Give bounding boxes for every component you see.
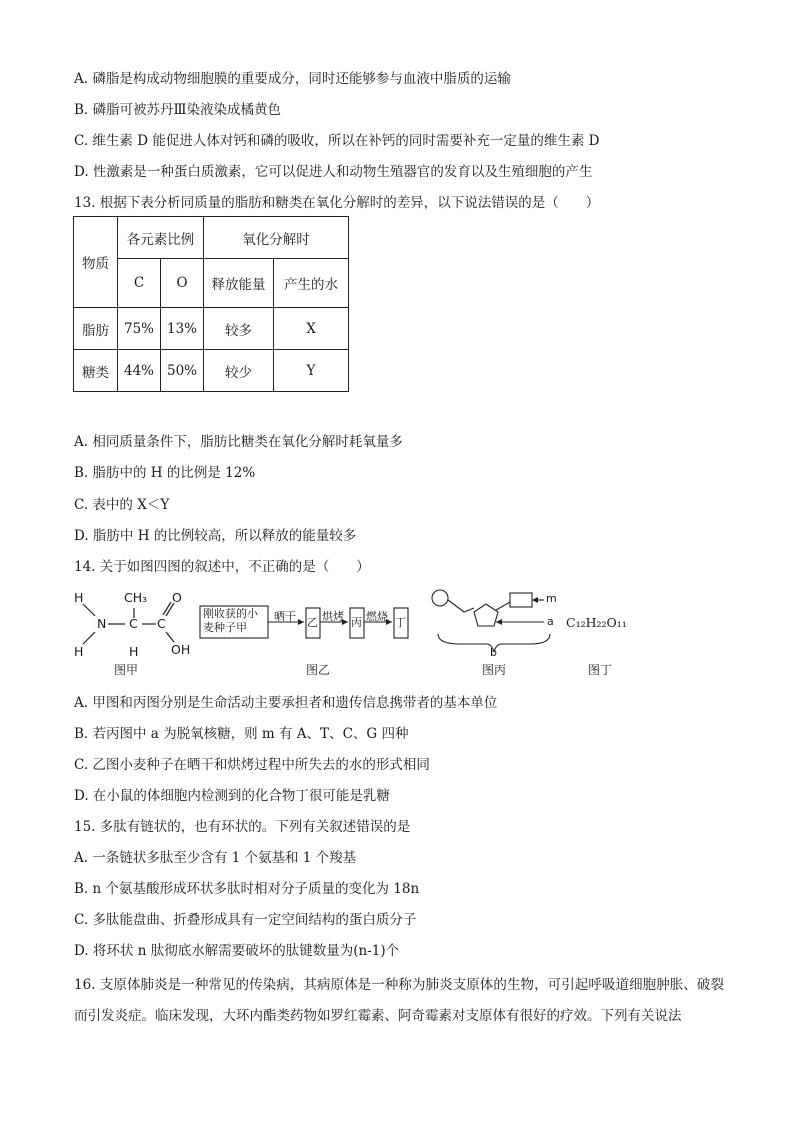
- q15-option-b: B. n 个氨基酸形成环状多肽时相对分子质量的变化为 18n: [74, 881, 420, 897]
- caption-jia: 图甲: [114, 663, 139, 677]
- q15-stem: 15. 多肽有链状的，也有环状的。下列有关叙述错误的是: [74, 819, 411, 835]
- q14-figures: [70, 588, 730, 683]
- table-row: [74, 350, 349, 392]
- caption-bing: 图丙: [482, 663, 507, 677]
- q12-option-b: B. 磷脂可被苏丹Ⅲ染液染成橘黄色: [74, 102, 282, 118]
- atom-h3: H: [129, 644, 139, 659]
- q13-table: [73, 216, 349, 392]
- atom-h2: H: [74, 644, 84, 659]
- arrow-label-burn: 燃烧: [366, 610, 388, 623]
- table-header-c: C: [118, 259, 161, 308]
- box-yi: 乙: [307, 616, 318, 629]
- group-oh: OH: [171, 642, 191, 657]
- table-cell-c: 44%: [118, 350, 161, 392]
- table-header-ratio: 各元素比例: [118, 217, 204, 259]
- q12-option-d: D. 性激素是一种蛋白质激素，它可以促进人和动物生殖器官的发育以及生殖细胞的产生: [74, 164, 593, 180]
- caption-ding: 图丁: [588, 663, 613, 677]
- table-cell-c: 75%: [118, 308, 161, 350]
- arrow-label-dry: 晒干: [274, 610, 296, 623]
- box-seed-line2: 麦种子甲: [203, 621, 247, 634]
- atom-n: N: [97, 616, 107, 631]
- q13-option-b: B. 脂肪中的 H 的比例是 12%: [74, 465, 256, 481]
- q14-option-a: A. 甲图和丙图分别是生命活动主要承担者和遗传信息携带者的基本单位: [74, 695, 498, 711]
- table-cell-o: 50%: [161, 350, 204, 392]
- table-header-o: O: [161, 259, 204, 308]
- q12-option-a: A. 磷脂是构成动物细胞膜的重要成分，同时还能够参与血液中脂质的运输: [74, 71, 511, 87]
- q14-stem: 14. 关于如图四图的叙述中，不正确的是（ ）: [74, 559, 370, 575]
- table-header-water: 产生的水: [274, 259, 349, 308]
- atom-o: O: [172, 590, 182, 605]
- table-row: [74, 308, 349, 350]
- caption-yi: 图乙: [306, 663, 331, 677]
- q13-stem: 13. 根据下表分析同质量的脂肪和糖类在氧化分解时的差异，以下说法错误的是（ ）: [74, 195, 600, 211]
- label-m: m: [546, 592, 557, 605]
- label-b: b: [490, 646, 497, 659]
- q15-option-c: C. 多肽能盘曲、折叠形成具有一定空间结构的蛋白质分子: [74, 912, 417, 928]
- table-cell-name: 脂肪: [74, 308, 118, 350]
- table-header-energy: 释放能量: [204, 259, 274, 308]
- q12-option-c: C. 维生素 D 能促进人体对钙和磷的吸收，所以在补钙的同时需要补充一定量的维生素 D: [74, 133, 600, 149]
- q16-stem: 16. 支原体肺炎是一种常见的传染病，其病原体是一种称为肺炎支原体的生物，可引起呼吸道细胞肿胀、破裂而引发炎症。临床发现，大环内酯类药物如罗红霉素、阿奇霉素对支原体有很好的疗效。下列有关说法: [74, 977, 724, 1024]
- table-cell-o: 13%: [161, 308, 204, 350]
- group-ch3: CH₃: [124, 590, 148, 605]
- atom-c2: C: [157, 616, 166, 631]
- atom-h1: H: [74, 590, 84, 605]
- q13-option-d: D. 脂肪中 H 的比例较高，所以释放的能量较多: [74, 528, 357, 544]
- arrow-label-bake: 烘烤: [322, 610, 344, 623]
- q14-option-b: B. 若丙图中 a 为脱氧核糖，则 m 有 A、T、C、G 四种: [74, 726, 409, 742]
- table-cell-water: X: [274, 308, 349, 350]
- q13-option-c: C. 表中的 X＜Y: [74, 497, 170, 513]
- box-seed-line1: 刚收获的小: [203, 607, 258, 620]
- table-cell-name: 糖类: [74, 350, 118, 392]
- q14-option-c: C. 乙图小麦种子在晒干和烘烤过程中所失去的水的形式相同: [74, 757, 430, 773]
- table-cell-water: Y: [274, 350, 349, 392]
- box-ding: 丁: [395, 616, 406, 629]
- q15-option-d: D. 将环状 n 肽彻底水解需要破坏的肽键数量为(n-1)个: [74, 943, 400, 959]
- q14-option-d: D. 在小鼠的体细胞内检测到的化合物丁很可能是乳糖: [74, 788, 390, 804]
- table-header-oxidation: 氧化分解时: [204, 217, 349, 259]
- table-cell-energy: 较多: [204, 308, 274, 350]
- q15-option-a: A. 一条链状多肽至少含有 1 个氨基和 1 个羧基: [74, 850, 357, 866]
- formula-c12h22o11: C₁₂H₂₂O₁₁: [566, 615, 627, 630]
- table-cell-energy: 较少: [204, 350, 274, 392]
- label-a: a: [547, 615, 554, 628]
- box-bing: 丙: [351, 616, 362, 629]
- table-header-substance: 物质: [74, 217, 118, 308]
- q13-option-a: A. 相同质量条件下，脂肪比糖类在氧化分解时耗氧量多: [74, 434, 403, 450]
- atom-c1: C: [129, 616, 138, 631]
